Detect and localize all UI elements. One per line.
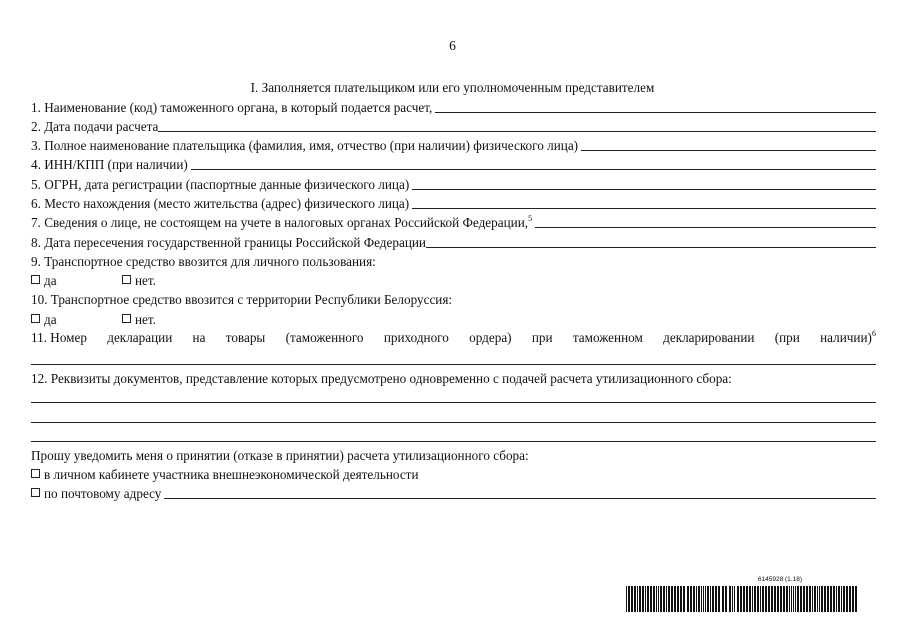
- field-ogrn: [31, 175, 876, 193]
- fill-line[interactable]: [164, 498, 876, 499]
- section-title: I. Заполняется плательщиком или его уполномоченным представителем: [250, 80, 655, 95]
- q12-fill-line[interactable]: [31, 422, 876, 423]
- field-label: 5. ОГРН, дата регистрации (паспортные данные физического лица): [31, 177, 410, 192]
- field-submission-date: [31, 117, 876, 135]
- q11-fill-line[interactable]: [31, 364, 876, 365]
- footnote-mark: 5: [528, 214, 533, 223]
- fill-line[interactable]: [412, 208, 876, 209]
- checkbox-icon[interactable]: [31, 275, 40, 284]
- field-address: [31, 194, 876, 212]
- field-payer-name: [31, 136, 876, 154]
- field-customs-office: [31, 98, 876, 116]
- q12-label: 12. Реквизиты документов, представление которых предусмотрено одновременно с подачей расчета утилизационного сбора:: [31, 371, 732, 386]
- q10-no-option[interactable]: нет.: [122, 312, 156, 328]
- q9-no-option[interactable]: нет.: [122, 273, 156, 289]
- barcode-image: [626, 586, 858, 612]
- fill-line[interactable]: [535, 227, 876, 228]
- notify-option-cabinet[interactable]: в личном кабинете участника внешнеэкономической деятельности: [31, 467, 419, 483]
- barcode-number: 6145928 (1.18): [757, 576, 802, 583]
- fill-line[interactable]: [191, 169, 876, 170]
- field-inn-kpp: [31, 155, 876, 173]
- checkbox-icon[interactable]: [122, 314, 131, 323]
- field-non-registered-info: [31, 213, 876, 231]
- field-label: 7. Сведения о лице, не состоящем на учете в налоговых органах Российской Федерации,$^5$: [31, 214, 533, 230]
- page-number: 6: [449, 38, 456, 53]
- checkbox-icon[interactable]: [31, 314, 40, 323]
- q12-fill-line[interactable]: [31, 441, 876, 442]
- q10-label: 10. Транспортное средство ввозится с территории Республики Белоруссия:: [31, 292, 453, 307]
- q11-label: 11. Номер декларации на товары (таможенного приходного ордера) при таможенном декларировании (при наличии)$^6$: [31, 329, 876, 345]
- q12-fill-line[interactable]: [31, 402, 876, 403]
- field-label: 1. Наименование (код) таможенного органа, в который подается расчет,: [31, 100, 433, 115]
- notify-label: Прошу уведомить меня о принятии (отказе в принятии) расчета утилизационного сбора:: [31, 448, 529, 463]
- fill-line[interactable]: [158, 131, 876, 132]
- fill-line[interactable]: [581, 150, 876, 151]
- field-label: 6. Место нахождения (место жительства (адрес) физического лица): [31, 196, 410, 211]
- q9-yes-option[interactable]: да: [31, 273, 57, 289]
- fill-line[interactable]: [412, 189, 876, 190]
- field-label: 3. Полное наименование плательщика (фамилия, имя, отчество (при наличии) физического лица): [31, 138, 579, 153]
- field-label: 8. Дата пересечения государственной границы Российской Федерации: [31, 235, 426, 250]
- q10-yes-option[interactable]: да: [31, 312, 57, 328]
- field-border-date: [31, 233, 876, 251]
- fill-line[interactable]: [426, 247, 876, 248]
- checkbox-icon[interactable]: [31, 469, 40, 478]
- notify-option-postal[interactable]: по почтовому адресу: [31, 484, 876, 502]
- q9-label: 9. Транспортное средство ввозится для личного пользования:: [31, 254, 376, 269]
- field-label: 2. Дата подачи расчета: [31, 119, 159, 134]
- field-label: 4. ИНН/КПП (при наличии): [31, 157, 188, 172]
- checkbox-icon[interactable]: [31, 488, 40, 497]
- footnote-mark: 6: [871, 329, 876, 338]
- fill-line[interactable]: [435, 112, 876, 113]
- checkbox-icon[interactable]: [122, 275, 131, 284]
